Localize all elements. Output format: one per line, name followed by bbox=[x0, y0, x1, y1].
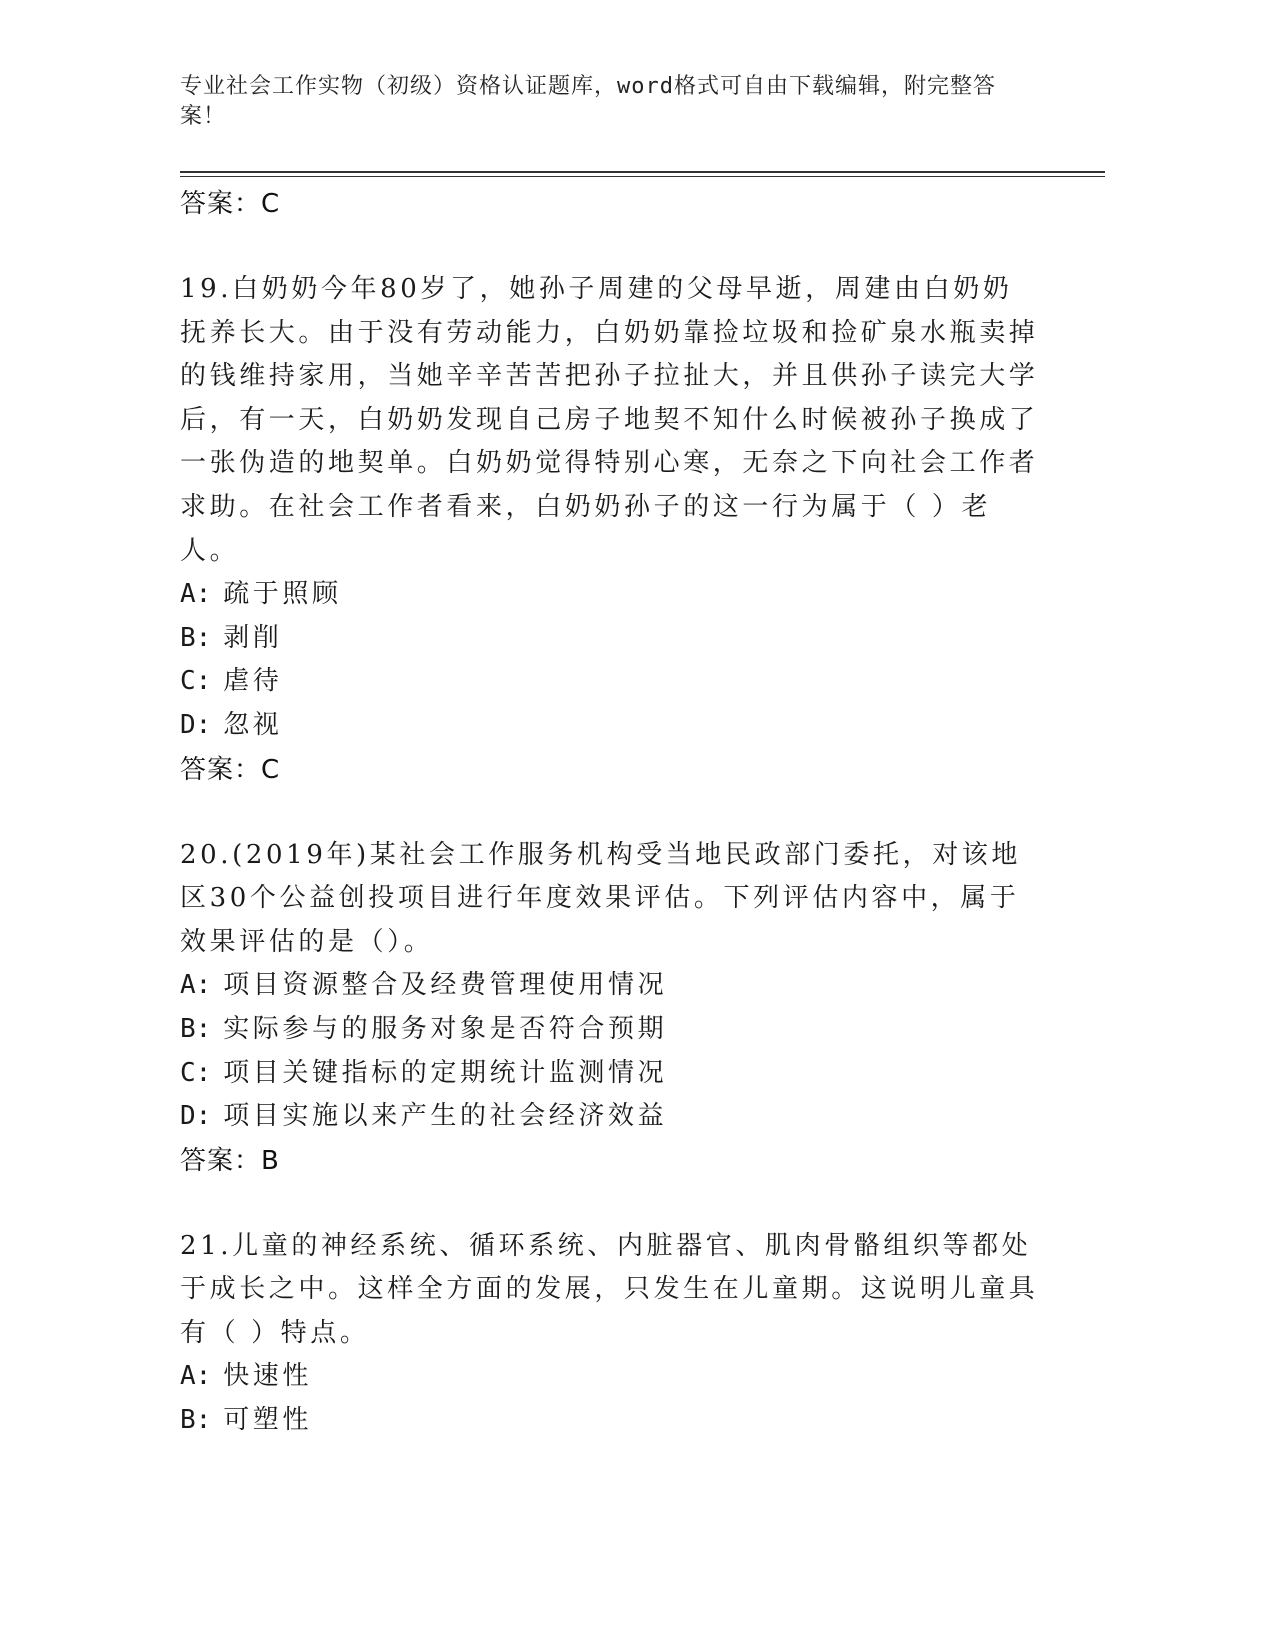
header-rule-thick bbox=[180, 171, 1105, 173]
answer-line: 答案：C bbox=[180, 754, 281, 785]
option-b: B: 实际参与的服务对象是否符合预期 bbox=[180, 1013, 668, 1044]
header-line-1: 专业社会工作实物（初级）资格认证题库，word格式可自由下载编辑，附完整答 bbox=[180, 74, 996, 99]
option-a: A: 疏于照顾 bbox=[180, 579, 342, 610]
option-d: D: 忽视 bbox=[180, 709, 283, 740]
question-text: 19.白奶奶今年80岁了，她孙子周建的父母早逝，周建由白奶奶抚养长大。由于没有劳动能力，白奶奶靠捡垃圾和捡矿泉水瓶卖掉的钱维持家用，当她辛辛苦苦把孙子拉扯大，并且供孙子读完大学后，有一天，白奶奶发现自己房子地契不知什么时候被孙子换成了一张伪造的地契单。白奶奶觉得特别心寒，无奈之下向社会工作者求助。在社会工作者看来，白奶奶孙子的这一行为属于（ ）老人。 bbox=[180, 274, 1039, 566]
option-a: A: 快速性 bbox=[180, 1361, 312, 1392]
page-header bbox=[180, 72, 1030, 132]
option-b: B: 可塑性 bbox=[180, 1405, 312, 1436]
question-text: 20.(2019年)某社会工作服务机构受当地民政部门委托，对该地区30个公益创投项目进行年度效果评估。下列评估内容中，属于效果评估的是（）。 bbox=[180, 839, 1022, 957]
question-20 bbox=[180, 834, 1040, 1183]
answer-line: 答案：B bbox=[180, 1145, 280, 1176]
question-text: 21.儿童的神经系统、循环系统、内脏器官、肌肉骨骼组织等都处于成长之中。这样全方面的发展，只发生在儿童期。这说明儿童具有（ ）特点。 bbox=[180, 1230, 1039, 1348]
option-d: D: 项目实施以来产生的社会经济效益 bbox=[180, 1101, 668, 1132]
option-a: A: 项目资源整合及经费管理使用情况 bbox=[180, 970, 668, 1001]
page-content bbox=[180, 182, 1040, 1443]
header-rule-thin bbox=[180, 176, 1105, 177]
option-c: C: 项目关键指标的定期统计监测情况 bbox=[180, 1057, 668, 1088]
question-21 bbox=[180, 1225, 1040, 1443]
header-line-2: 案！ bbox=[180, 104, 227, 129]
option-c: C: 虐待 bbox=[180, 666, 283, 697]
option-b: B: 剥削 bbox=[180, 622, 283, 653]
question-19 bbox=[180, 268, 1040, 792]
answer-line: 答案：C bbox=[180, 189, 281, 219]
